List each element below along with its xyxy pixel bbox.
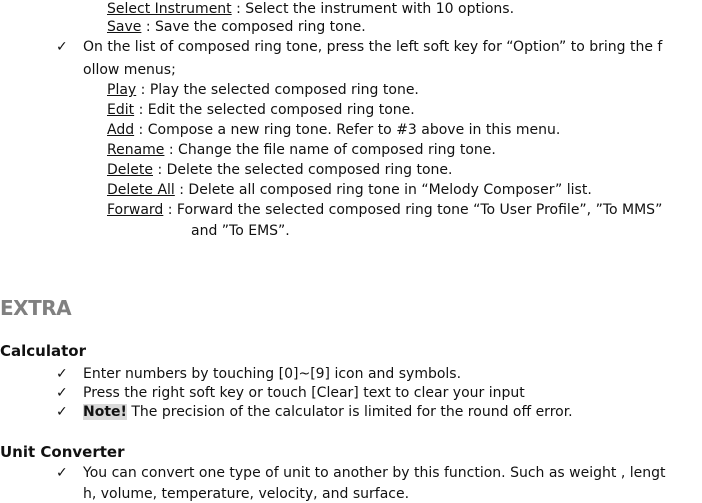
add-term: Add: [107, 122, 135, 138]
delete-all-term: Delete All: [107, 182, 175, 198]
note-label: Note!: [83, 404, 127, 420]
delete-desc: : Delete the selected composed ring tone.: [153, 162, 453, 178]
save-term: Save: [107, 19, 142, 35]
calculator-note: [83, 403, 573, 421]
check-mark-icon: ✓: [56, 385, 68, 401]
delete-item: [107, 161, 452, 179]
forward-desc: : Forward the selected composed ring tone “To User Profile”, ”To MMS”: [163, 202, 663, 218]
play-item: [107, 81, 419, 99]
unit-converter-line2: h, volume, temperature, velocity, and surface.: [83, 486, 410, 502]
select-instrument-desc: : Select the instrument with 10 options.: [231, 1, 515, 17]
check-mark-icon: ✓: [56, 404, 68, 420]
unit-converter-line1: You can convert one type of unit to another by this function. Such as weight , lengt: [83, 465, 666, 481]
option-bullet-line1: On the list of composed ring tone, press the left soft key for “Option” to bring the f: [83, 39, 663, 55]
check-mark-icon: ✓: [56, 366, 68, 382]
edit-item: [107, 101, 415, 119]
forward-item: [107, 201, 662, 219]
option-bullet-line2: ollow menus;: [83, 62, 176, 78]
add-item: [107, 121, 560, 139]
check-mark-icon: ✓: [56, 39, 68, 55]
check-mark-icon: ✓: [56, 465, 68, 481]
calculator-bullet-1: Enter numbers by touching [0]~[9] icon and symbols.: [83, 366, 462, 382]
play-desc: : Play the selected composed ring tone.: [136, 82, 419, 98]
delete-all-item: [107, 181, 592, 199]
play-term: Play: [107, 82, 137, 98]
calculator-bullet-2: Press the right soft key or touch [Clear] text to clear your input: [83, 385, 525, 401]
save-desc: : Save the composed ring tone.: [141, 19, 366, 35]
delete-term: Delete: [107, 162, 153, 178]
calculator-heading: Calculator: [0, 342, 86, 360]
section-title: EXTRA: [0, 296, 72, 320]
delete-all-desc: : Delete all composed ring tone in “Melody Composer” list.: [174, 182, 592, 198]
edit-desc: : Edit the selected composed ring tone.: [134, 102, 415, 118]
forward-term: Forward: [107, 202, 164, 218]
save-item: [107, 18, 366, 36]
select-instrument-term: Select Instrument: [107, 1, 232, 17]
edit-term: Edit: [107, 102, 135, 118]
select-instrument-item: [107, 0, 514, 18]
rename-term: Rename: [107, 142, 165, 158]
unit-converter-heading: Unit Converter: [0, 443, 125, 461]
add-desc: : Compose a new ring tone. Refer to #3 above in this menu.: [134, 122, 561, 138]
forward-continuation: and ”To EMS”.: [191, 223, 290, 239]
rename-desc: : Change the file name of composed ring tone.: [164, 142, 496, 158]
rename-item: [107, 141, 496, 159]
note-text: The precision of the calculator is limited for the round off error.: [126, 404, 573, 420]
